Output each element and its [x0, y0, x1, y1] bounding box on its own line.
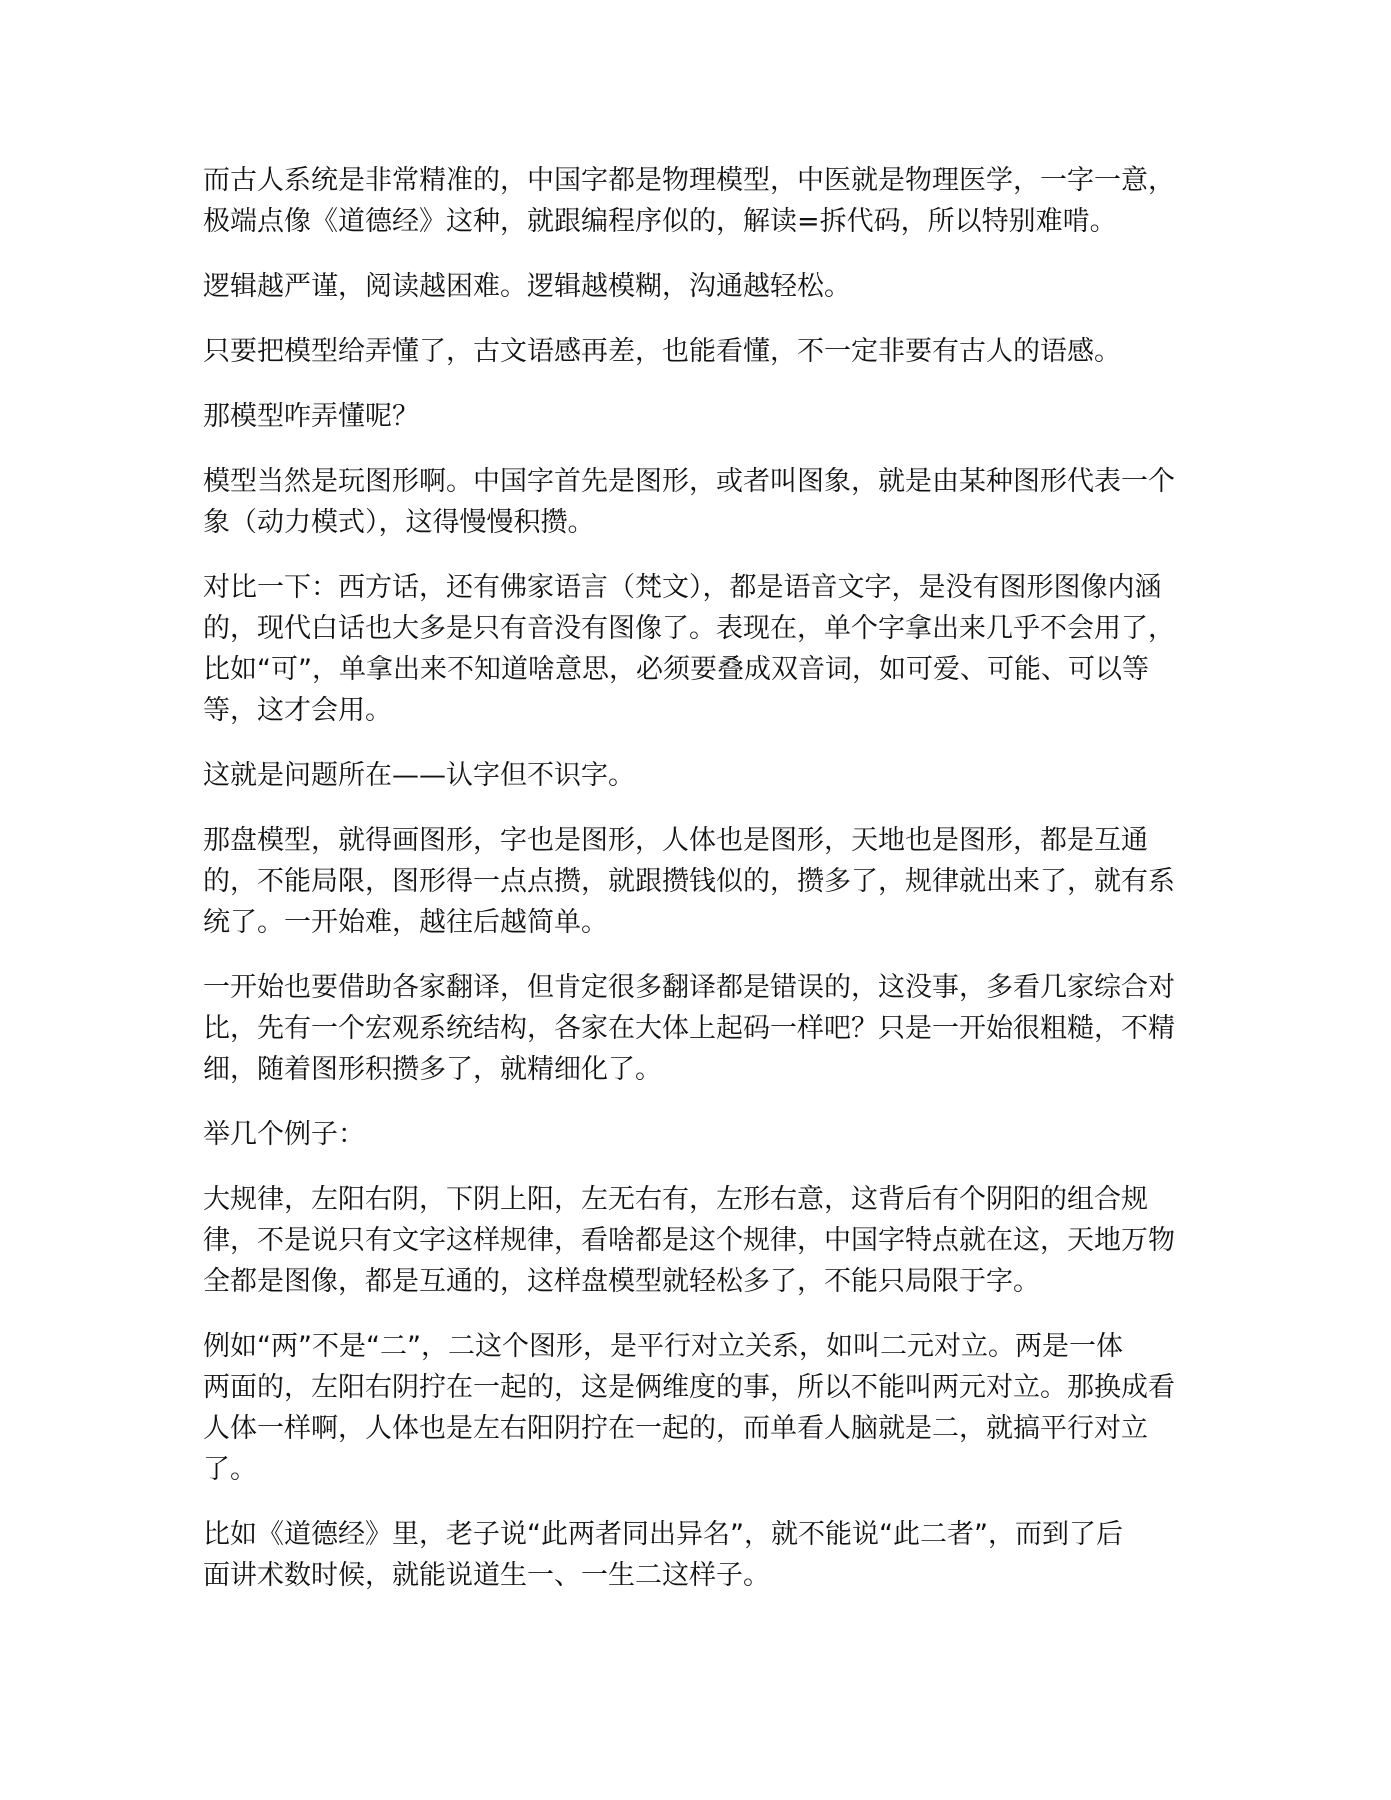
text-line: 这就是问题所在——认字但不识字。	[203, 760, 635, 791]
text-line: 比如《道德经》里，老子说“此两者同出异名”，就不能说“此二者”，而到了后	[203, 1519, 1123, 1550]
text-line: 比，先有一个宏观系统结构，各家在大体上起码一样吧？只是一开始很粗糙，不精	[203, 1013, 1175, 1044]
text-line: 例如“两”不是“二”，二这个图形，是平行对立关系，如叫二元对立。两是一体	[203, 1331, 1123, 1362]
text-line: 两面的，左阳右阴拧在一起的，这是俩维度的事，所以不能叫两元对立。那换成看	[203, 1372, 1175, 1403]
paragraph-11	[203, 1179, 1188, 1302]
text-line: 对比一下：西方话，还有佛家语言（梵文），都是语音文字，是没有图形图像内涵	[203, 572, 1162, 603]
text-line: 而古人系统是非常精准的，中国字都是物理模型，中医就是物理医学，一字一意，	[203, 165, 1175, 196]
text-line: 一开始也要借助各家翻译，但肯定很多翻译都是错误的，这没事，多看几家综合对	[203, 972, 1175, 1003]
text-line: 象（动力模式），这得慢慢积攒。	[203, 507, 595, 538]
text-line: 模型当然是玩图形啊。中国字首先是图形，或者叫图象，就是由某种图形代表一个	[203, 466, 1175, 497]
text-line: 只要把模型给弄懂了，古文语感再差，也能看懂，不一定非要有古人的语感。	[203, 336, 1121, 367]
paragraph-8	[203, 820, 1188, 943]
text-line: 举几个例子：	[203, 1119, 365, 1150]
text-line: 的，不能局限，图形得一点点攒，就跟攒钱似的，攒多了，规律就出来了，就有系	[203, 866, 1175, 897]
paragraph-1	[203, 160, 1188, 242]
paragraph-10	[203, 1114, 1188, 1155]
paragraph-7	[203, 755, 1188, 796]
text-line: 那模型咋弄懂呢？	[203, 401, 419, 432]
text-line: 比如“可”，单拿出来不知道啥意思，必须要叠成双音词，如可爱、可能、可以等	[203, 654, 1149, 685]
paragraph-13	[203, 1514, 1188, 1596]
paragraph-3	[203, 331, 1188, 372]
paragraph-12	[203, 1326, 1188, 1490]
text-line: 逻辑越严谨，阅读越困难。逻辑越模糊，沟通越轻松。	[203, 271, 851, 302]
text-line: 那盘模型，就得画图形，字也是图形，人体也是图形，天地也是图形，都是互通	[203, 825, 1148, 856]
paragraph-6	[203, 567, 1188, 731]
paragraph-4	[203, 396, 1188, 437]
text-line: 面讲术数时候，就能说道生一、一生二这样子。	[203, 1560, 770, 1591]
text-line: 的，现代白话也大多是只有音没有图像了。表现在，单个字拿出来几乎不会用了，	[203, 613, 1175, 644]
text-line: 了。	[203, 1454, 257, 1485]
text-line: 统了。一开始难，越往后越简单。	[203, 907, 608, 938]
text-line: 等，这才会用。	[203, 695, 392, 726]
document-body	[203, 160, 1188, 1620]
text-line: 大规律，左阳右阴，下阴上阳，左无右有，左形右意，这背后有个阴阳的组合规	[203, 1184, 1148, 1215]
text-line: 极端点像《道德经》这种，就跟编程序似的，解读=拆代码，所以特别难啃。	[203, 206, 1117, 237]
text-line: 人体一样啊，人体也是左右阳阴拧在一起的，而单看人脑就是二，就搞平行对立	[203, 1413, 1148, 1444]
text-line: 全都是图像，都是互通的，这样盘模型就轻松多了，不能只局限于字。	[203, 1266, 1040, 1297]
text-line: 律，不是说只有文字这样规律，看啥都是这个规律，中国字特点就在这，天地万物	[203, 1225, 1175, 1256]
paragraph-9	[203, 967, 1188, 1090]
paragraph-2	[203, 266, 1188, 307]
paragraph-5	[203, 461, 1188, 543]
text-line: 细，随着图形积攒多了，就精细化了。	[203, 1054, 662, 1085]
